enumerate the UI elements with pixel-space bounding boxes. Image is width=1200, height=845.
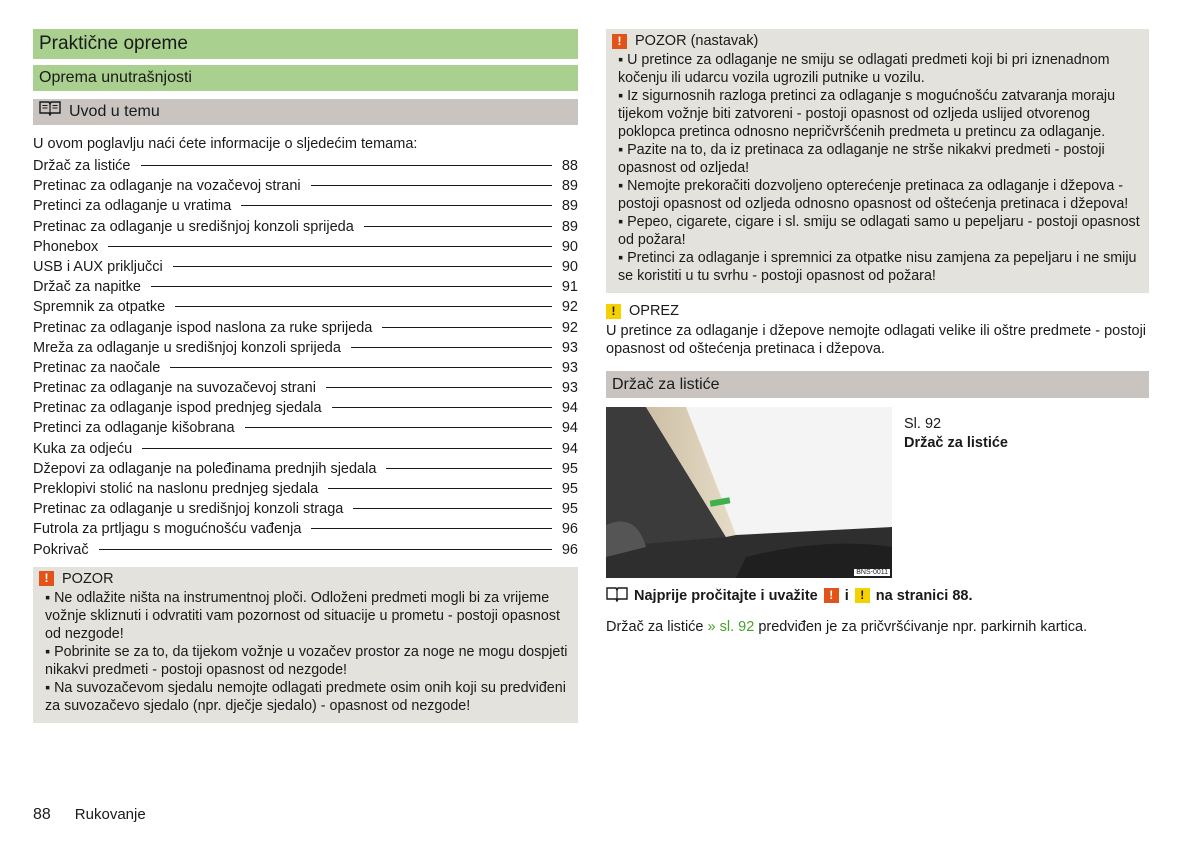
caution-note [606,302,1149,359]
warning-icon[interactable]: ! [824,588,839,603]
read-first-text: Najprije pročitajte i uvažite [634,587,818,604]
chapter-name: Rukovanje [74,806,146,823]
read-first-page: na stranici 88. [875,587,973,604]
toc-entry[interactable]: Pretinac za odlaganje ispod naslona za ruke sprijeda 92 [33,319,578,336]
toc-entry[interactable]: Pokrivač 96 [33,541,578,558]
read-first-and: i [844,587,849,604]
warning-continued-box [606,29,1149,293]
right-column [606,29,1149,635]
body-text-start: Držač za listiće [606,618,704,635]
warning-icon: ! [39,571,54,586]
page-footer [33,806,146,824]
warning-bullet: ▪ Pazite na to, da iz pretinaca za odlaganje ne strše nikakvi predmeti - postoji opasnost od ozljeda! [612,141,1143,177]
intro-heading-label: Uvod u temu [69,103,160,120]
warning-icon: ! [612,34,627,49]
toc-entry[interactable]: Phonebox 90 [33,238,578,255]
warning-bullet: ▪ Pobrinite se za to, da tijekom vožnje u vozačev prostor za noge ne mogu dospjeti nikakvi predmeti - postoji opasnost od nezgode! [39,643,572,679]
toc-entry[interactable]: Pretinci za odlaganje u vratima 89 [33,198,578,215]
section-heading-holder [606,371,1149,398]
figure-link[interactable]: » sl. 92 [707,618,755,635]
chapter-heading: Praktične opreme [33,29,578,59]
figure-caption [892,407,1008,578]
section-heading-label: Držač za listiće [612,375,720,393]
section-heading: Oprema unutrašnjosti [33,65,578,91]
page-number: 88 [33,806,51,823]
figure-code: BNS-0011 [856,568,888,576]
toc-entry[interactable]: Pretinac za odlaganje ispod prednjeg sjedala 94 [33,400,578,417]
figure-number: Sl. 92 [904,415,942,432]
left-column [33,29,578,723]
warning-continued-title: POZOR (nastavak) [635,33,759,49]
toc-entry[interactable]: Futrola za prtljagu s mogućnošću vađenja 96 [33,521,578,538]
warning-bullet: ▪ U pretince za odlaganje ne smiju se odlagati predmeti koji bi pri iznenadnom kočenju ili udarcu vozila ugrozili putnike u vozilu. [612,51,1143,87]
warning-bullet: ▪ Nemojte prekoračiti dozvoljeno opterećenje pretinaca za odlaganje i džepova - postoji opasnost od ozljeda odnosno opasnost od oštećenja pretinaca i džepova! [612,177,1143,213]
toc-entry[interactable]: Držač za listiće 88 [33,158,578,174]
caution-title: OPREZ [629,303,679,319]
toc-entry[interactable]: Pretinac za odlaganje u središnjoj konzoli straga 95 [33,501,578,518]
warning-bullet: ▪ Pepeo, cigarete, cigare i sl. smiju se odlagati samo u pepeljaru - postoji opasnost od požara! [612,213,1143,249]
table-of-contents [33,158,578,562]
toc-entry[interactable]: Džepovi za odlaganje na poleđinama prednjih sjedala 95 [33,460,578,477]
toc-entry[interactable]: Pretinac za naočale 93 [33,359,578,376]
figure-image [606,407,892,578]
toc-entry[interactable]: Kuka za odjeću 94 [33,440,578,457]
caution-icon: ! [606,304,621,319]
warning-title: POZOR [62,570,114,587]
intro-heading [33,99,578,125]
body-text-end: predviđen je za pričvršćivanje npr. parkirnih kartica. [758,618,1088,635]
warning-bullet: ▪ Ne odlažite ništa na instrumentnoj ploči. Odloženi predmeti mogli bi za vrijeme vožnje skliznuti i odvratiti vam pozornost od situacije u prometu - postoji opasnost od nezgode! [39,589,572,643]
intro-text: U ovom poglavlju naći ćete informacije o sljedećim temama: [33,136,418,152]
warning-box [33,567,578,723]
warning-bullet: ▪ Na suvozačevom sjedalu nemojte odlagati predmete osim onih koji su predviđeni za suvozačevo sjedalo (npr. dječje sjedalo) - opasnost od nezgode! [39,679,572,715]
warning-bullet: ▪ Pretinci za odlaganje i spremnici za otpatke nisu zamjena za pepeljaru i ne smiju se koristiti u tu svrhu - postoji opasnost od požara! [612,249,1143,285]
toc-entry[interactable]: Pretinac za odlaganje u središnjoj konzoli sprijeda 89 [33,218,578,235]
toc-entry[interactable]: Mreža za odlaganje u središnjoj konzoli sprijeda 93 [33,339,578,356]
caution-icon[interactable]: ! [855,588,870,603]
book-icon [39,99,61,125]
toc-entry[interactable]: Pretinci za odlaganje kišobrana 94 [33,420,578,437]
toc-entry[interactable]: Preklopivi stolić na naslonu prednjeg sjedala 95 [33,481,578,497]
toc-entry[interactable]: Spremnik za otpatke 92 [33,299,578,316]
read-first-line [606,586,1149,606]
toc-entry[interactable]: Pretinac za odlaganje na vozačevoj strani 89 [33,178,578,195]
figure-title: Držač za listiće [904,434,1008,451]
body-paragraph [606,619,1149,635]
caution-text: U pretince za odlaganje i džepove nemojte odlagati velike ili oštre predmete - postoji opasnost od oštećenja pretinaca i džepova. [606,322,1147,357]
warning-bullet: ▪ Iz sigurnosnih razloga pretinci za odlaganje s mogućnošću zatvaranja moraju tijekom vožnje biti zatvoreni - postoji opasnost od ozljeda uslijed otvorenog poklopca pretinca odnosno nepričvršćenih predmeta u pretincu za odlaganje. [612,87,1143,141]
book-icon [606,586,628,606]
toc-entry[interactable]: USB i AUX priključci 90 [33,258,578,275]
toc-entry[interactable]: Držač za napitke 91 [33,279,578,296]
toc-entry[interactable]: Pretinac za odlaganje na suvozačevoj strani 93 [33,380,578,397]
figure [606,407,1149,578]
